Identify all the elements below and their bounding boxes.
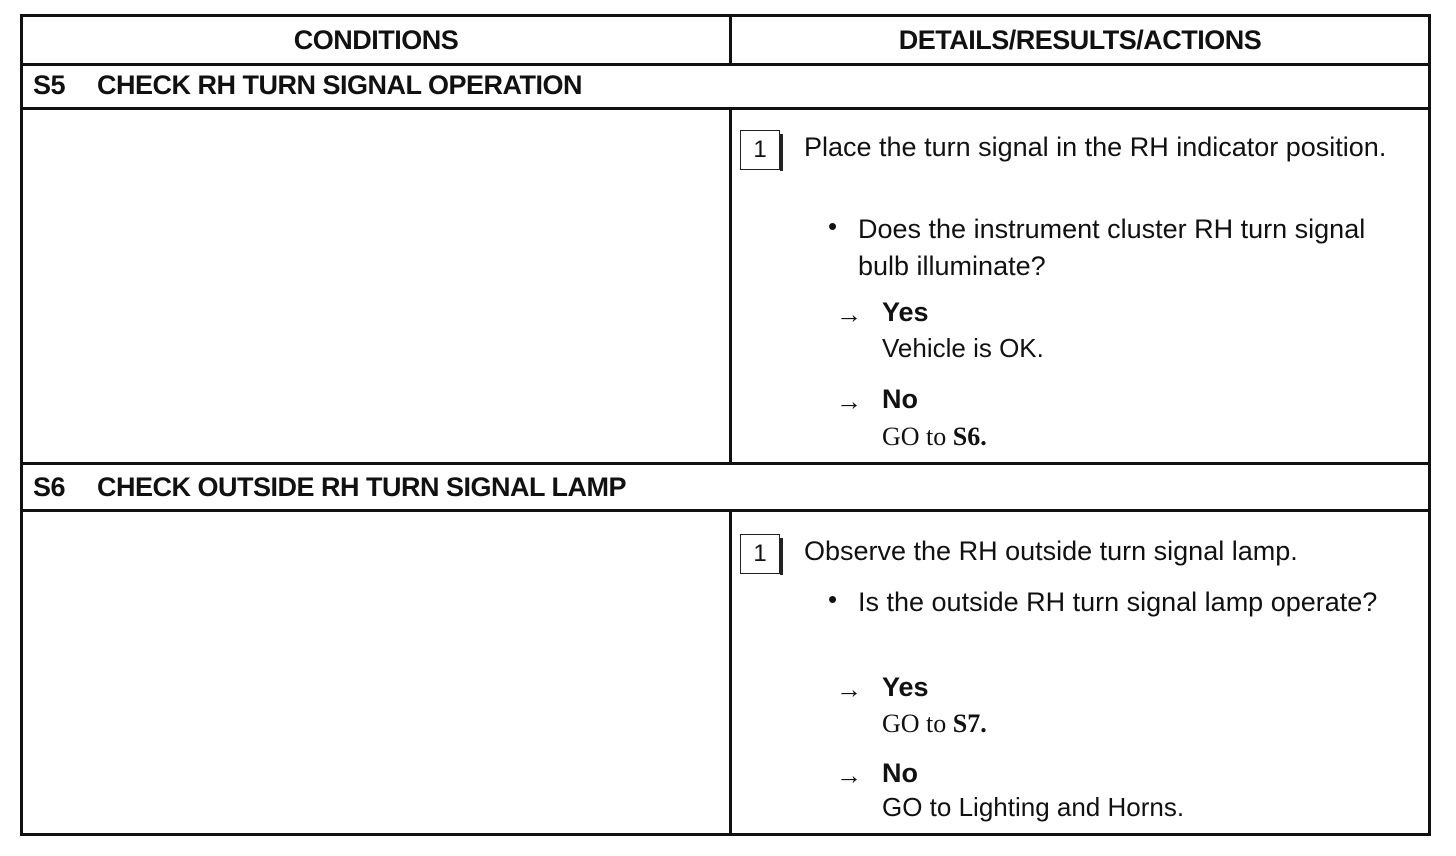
conditions-cell	[23, 110, 732, 462]
arrow-right-icon: →	[836, 674, 862, 704]
question-text: Is the outside RH turn signal lamp operate?	[858, 587, 1378, 617]
section-title: CHECK OUTSIDE RH TURN SIGNAL LAMP	[97, 471, 627, 502]
table-header-row	[23, 17, 1428, 66]
yes-action-ref: S7.	[952, 709, 987, 738]
section-id: S5	[33, 69, 66, 100]
details-cell	[732, 110, 1428, 462]
conditions-cell	[23, 512, 732, 833]
section-heading-s6	[23, 465, 1428, 512]
bullet-icon: •	[828, 211, 838, 241]
no-label: No	[882, 384, 918, 414]
conditions-header: CONDITIONS	[23, 17, 732, 63]
yes-action-prefix: GO to	[882, 709, 953, 738]
yes-action: Vehicle is OK.	[882, 333, 1044, 363]
step-instruction: Place the turn signal in the RH indicator position.	[804, 132, 1387, 162]
step-number-box: 1	[740, 534, 780, 574]
arrow-right-icon: →	[836, 299, 862, 329]
yes-label: Yes	[882, 672, 929, 702]
arrow-right-icon: →	[836, 386, 862, 416]
details-header: DETAILS/RESULTS/ACTIONS	[898, 24, 1262, 55]
arrow-right-icon: →	[836, 760, 862, 790]
no-label: No	[882, 758, 918, 788]
section-id: S6	[33, 471, 66, 502]
question-text: Does the instrument cluster RH turn signal bulb illuminate?	[858, 214, 1366, 281]
section-body-s6	[23, 512, 1428, 833]
section-title: CHECK RH TURN SIGNAL OPERATION	[97, 69, 583, 100]
diagnostic-table	[20, 14, 1431, 836]
yes-action	[882, 709, 987, 739]
no-action-prefix: GO to	[882, 422, 953, 451]
no-action: GO to Lighting and Horns.	[882, 792, 1185, 822]
step-number-box: 1	[740, 130, 780, 170]
details-cell	[732, 512, 1428, 833]
yes-label: Yes	[882, 297, 929, 327]
section-body-s5	[23, 110, 1428, 465]
no-action	[882, 422, 987, 452]
step-instruction: Observe the RH outside turn signal lamp.	[804, 536, 1298, 566]
no-action-ref: S6.	[952, 422, 987, 451]
bullet-icon: •	[828, 584, 838, 614]
section-heading-s5	[23, 63, 1428, 110]
